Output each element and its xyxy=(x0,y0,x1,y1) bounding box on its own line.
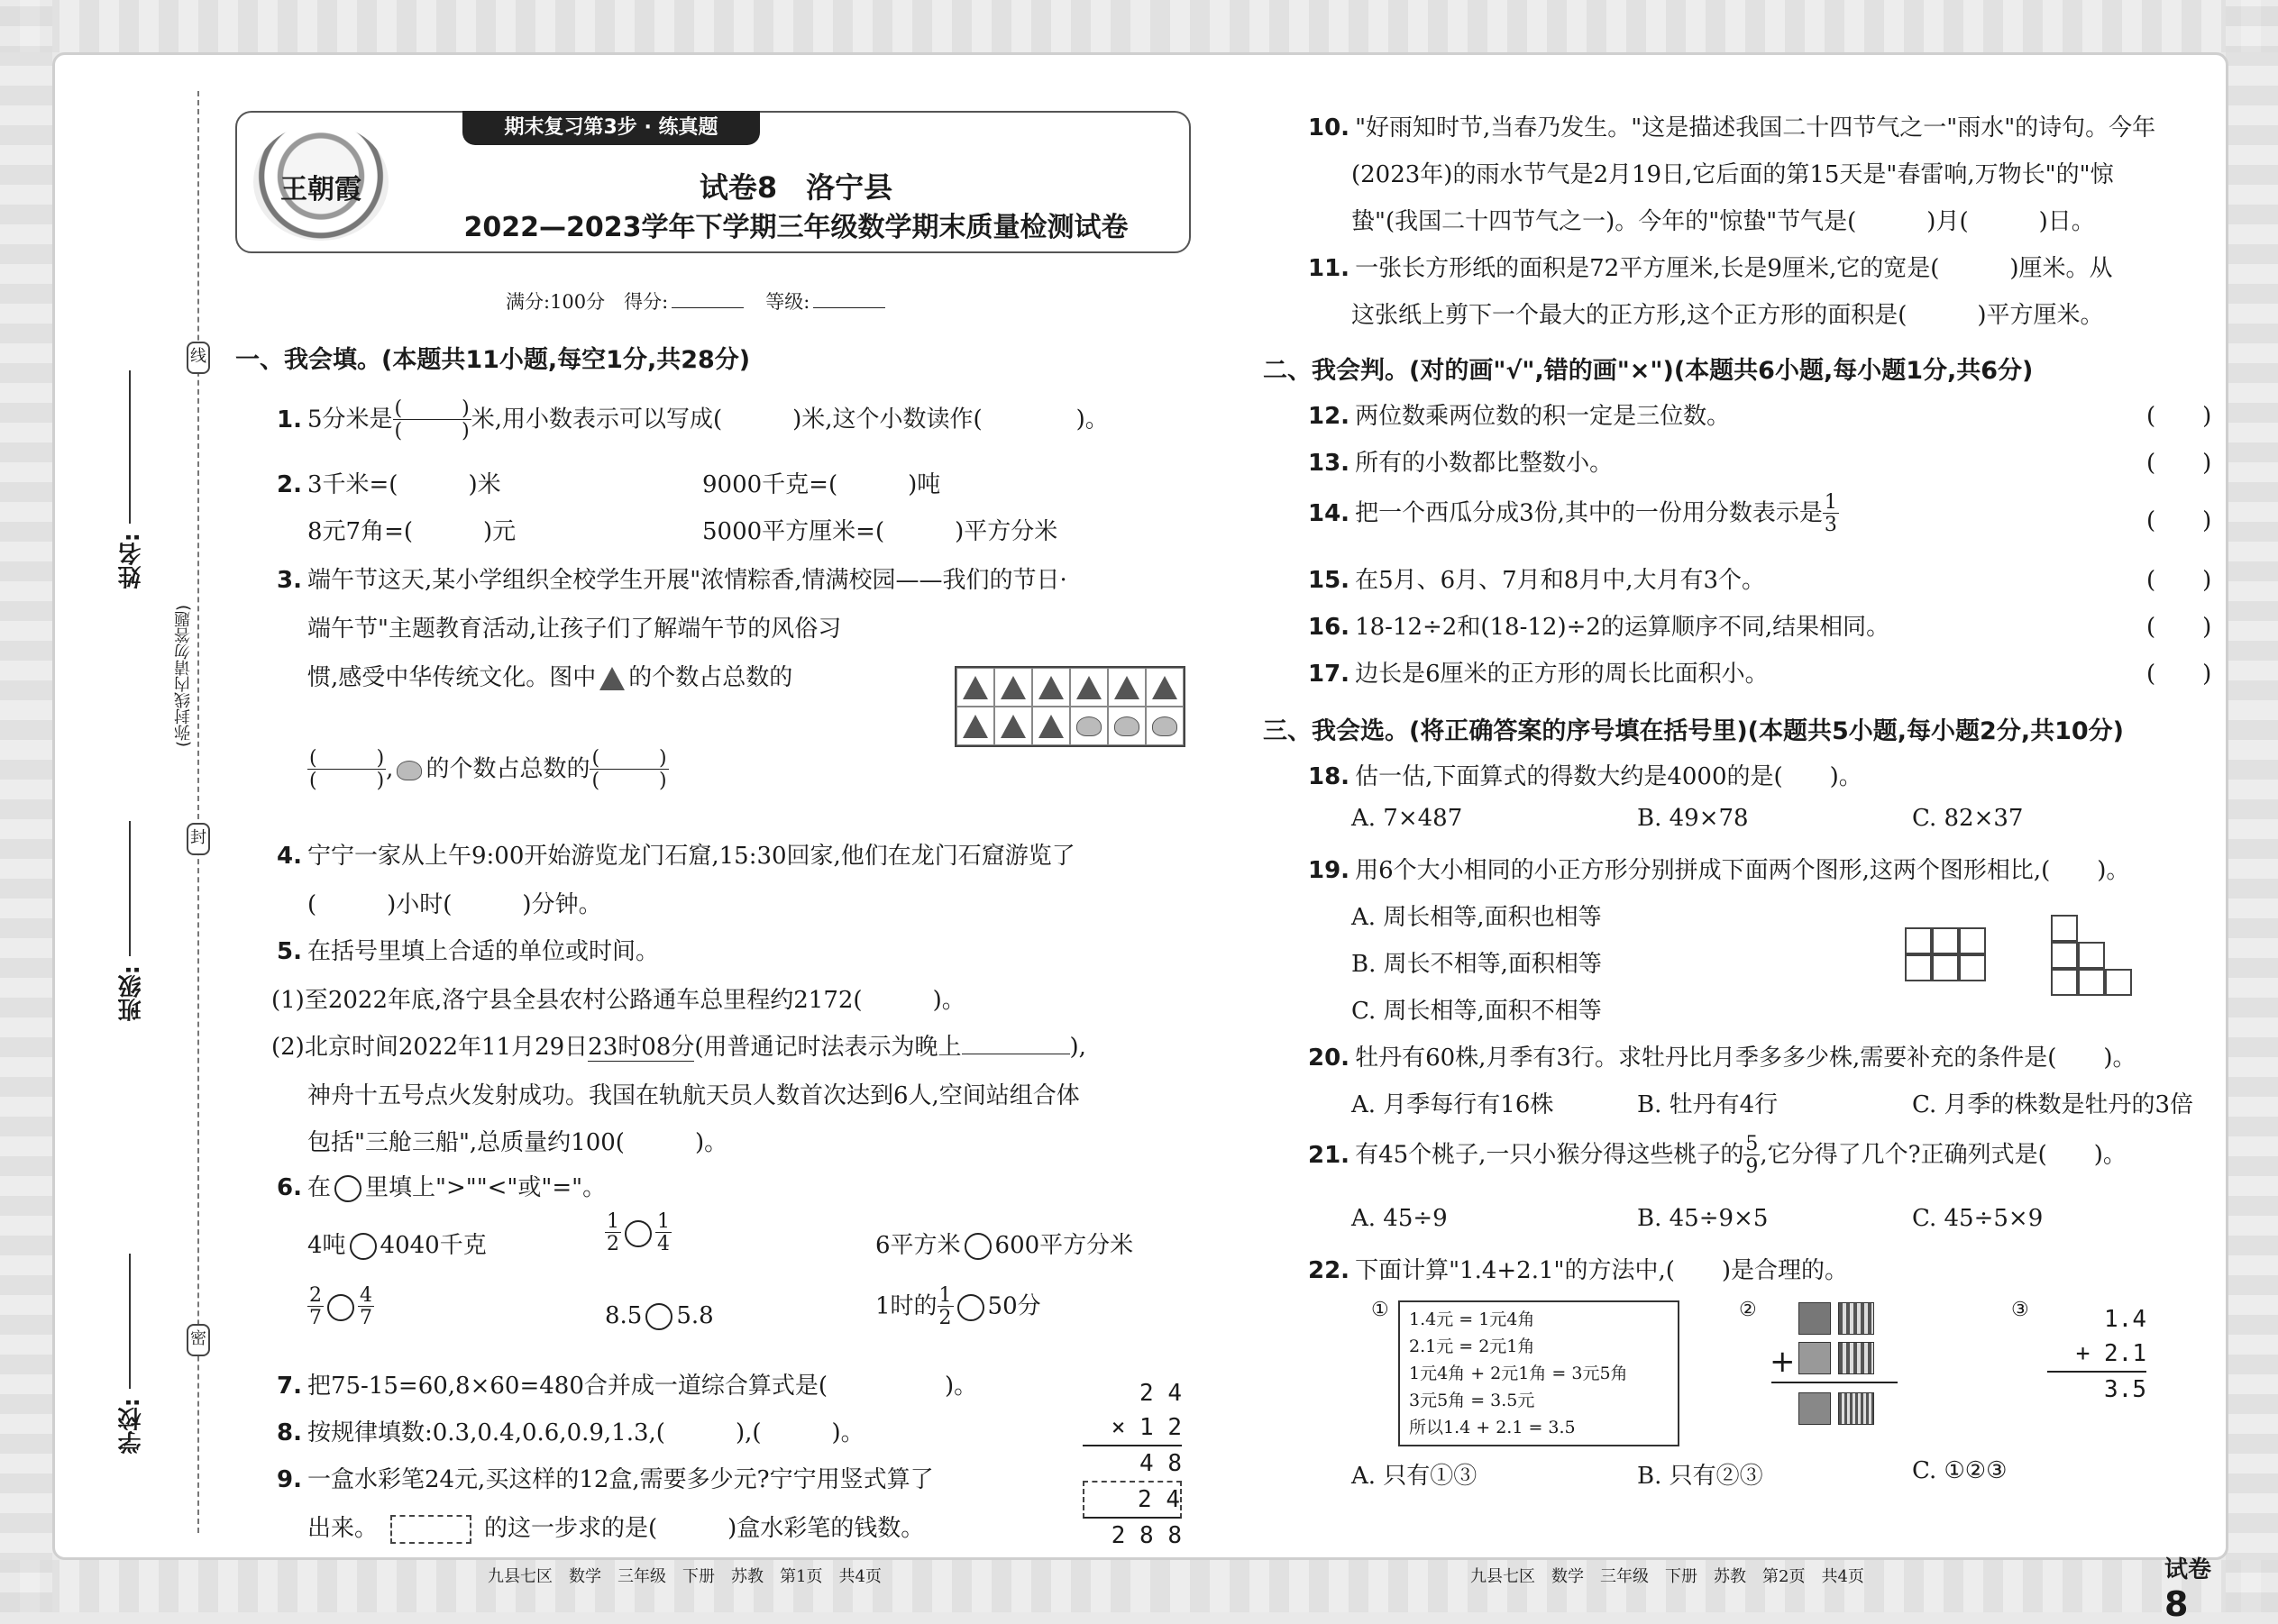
section-fill: 一、我会填。(本题共11小题,每空1分,共28分) xyxy=(235,346,751,374)
frac-den: 2 xyxy=(607,1233,619,1255)
q9-line2 xyxy=(307,1510,924,1544)
q20-option-c[interactable]: C. 月季的株数是牡丹的3倍 xyxy=(1912,1091,2194,1118)
q6-item-2 xyxy=(605,1212,672,1254)
q16-text: 18-12÷2和(18-12)÷2的运算顺序不同,结果相同。 xyxy=(1355,614,1890,641)
zongzi-cell xyxy=(994,668,1032,707)
q18-text: 估一估,下面算式的得数大约是4000的是( )。 xyxy=(1355,763,1862,790)
method-2-mark: ② xyxy=(1739,1299,1757,1321)
school-field[interactable] xyxy=(129,1254,131,1389)
q3-fraction-a[interactable] xyxy=(307,749,386,791)
exam-header xyxy=(235,111,1191,253)
q3-line4-text: 的个数占总数的 xyxy=(425,755,590,783)
place-value-blocks-icon: + xyxy=(1780,1302,1898,1437)
q9-num: 9. xyxy=(277,1466,302,1493)
q6-frac-2-7 xyxy=(307,1286,324,1328)
q6-frac-quarter xyxy=(655,1212,672,1254)
question-14 xyxy=(1308,493,1839,535)
method-1-line-5: 所以1.4 + 2.1 = 3.5 xyxy=(1409,1418,1576,1437)
exam-number-tag xyxy=(2164,1551,2226,1624)
seal-dashed-line xyxy=(197,91,199,1533)
rice-dumpling-icon xyxy=(397,761,422,780)
frac-num: 2 xyxy=(309,1284,322,1307)
q21-frac-5-9 xyxy=(1743,1135,1760,1177)
question-13 xyxy=(1308,444,1613,478)
shape-staircase xyxy=(2051,915,2132,996)
zongzi-cell xyxy=(956,668,994,707)
q11-line1: 一张长方形纸的面积是72平方厘米,长是9厘米,它的宽是( )厘米。从 xyxy=(1355,255,2113,282)
q6-num: 6. xyxy=(277,1174,302,1201)
q14-answer[interactable]: ( ) xyxy=(2146,507,2212,534)
unit-square xyxy=(1959,954,1986,981)
q17-num: 17. xyxy=(1308,661,1350,688)
q3-frac-a-den: ( ) xyxy=(309,770,385,792)
rice-dumpling-icon xyxy=(1114,716,1139,736)
compare-circle[interactable] xyxy=(645,1303,672,1330)
q6-frac-half xyxy=(605,1212,621,1254)
q3-fraction-b[interactable] xyxy=(590,749,668,791)
zongzi-icon xyxy=(1001,676,1026,699)
q14-frac-third xyxy=(1823,493,1839,535)
zongzi-cell xyxy=(1146,668,1184,707)
binding-strip xyxy=(109,91,217,1533)
question-10 xyxy=(1308,109,2155,142)
zongzi-icon xyxy=(1038,715,1064,738)
method-1-line-3: 1元4角 + 2元1角 = 3元5角 xyxy=(1409,1364,1628,1383)
q9-line1: 一盒水彩笔24元,买这样的12盒,需要多少元?宁宁用竖式算了 xyxy=(306,1466,934,1493)
zongzi-icon xyxy=(1076,676,1102,699)
q4-num: 4. xyxy=(277,843,302,870)
q2-part-d: 5000平方厘米=( )平方分米 xyxy=(702,518,1058,545)
exam-title: 试卷8 洛宁县 xyxy=(699,170,893,205)
seal-mark-secret: 密 xyxy=(187,1324,210,1356)
q6-frac-4-7 xyxy=(358,1286,374,1328)
name-field[interactable] xyxy=(129,370,131,524)
q1-text-b: 米,用小数表示可以写成( )米,这个小数读作( )。 xyxy=(471,406,1109,433)
frac-den: 7 xyxy=(360,1307,372,1329)
question-18 xyxy=(1308,758,1862,791)
unit-square xyxy=(1905,927,1932,954)
q12-num: 12. xyxy=(1308,403,1350,430)
q20-option-b[interactable]: B. 牡丹有4行 xyxy=(1637,1091,1779,1118)
empty-cell xyxy=(2105,942,2132,969)
question-17 xyxy=(1308,655,1769,689)
compare-circle[interactable] xyxy=(957,1294,984,1321)
q6-item-6 xyxy=(875,1286,1041,1328)
shape-rectangle-2x3 xyxy=(1905,927,1986,981)
compare-circle[interactable] xyxy=(965,1233,992,1260)
unit-square xyxy=(1932,954,1959,981)
level-blank[interactable] xyxy=(813,307,885,308)
q5-part-2-c: ), xyxy=(1069,1034,1086,1061)
seal-mark-line: 线 xyxy=(187,342,210,374)
question-16 xyxy=(1308,608,1889,642)
rice-dumpling-cell xyxy=(1146,707,1184,745)
q6-item-3-a: 6平方米 xyxy=(875,1232,961,1259)
compare-circle xyxy=(334,1175,361,1202)
question-12 xyxy=(1308,397,1730,431)
border-decoration-top xyxy=(0,0,2278,52)
seal-mark-seal: 封 xyxy=(187,823,210,855)
q13-answer[interactable]: ( ) xyxy=(2146,450,2212,477)
unit-square xyxy=(2078,969,2105,996)
review-step-tab: 期末复习第3步 · 练真题 xyxy=(462,111,760,145)
score-blank[interactable] xyxy=(672,307,744,308)
method-1-line-1: 1.4元 = 1元4角 xyxy=(1409,1309,1535,1329)
q21-option-b[interactable]: B. 45÷9×5 xyxy=(1637,1205,1769,1232)
rice-dumpling-icon xyxy=(1076,716,1102,736)
level-label: 等级: xyxy=(765,291,810,313)
question-11 xyxy=(1308,250,2113,283)
zongzi-icon xyxy=(1038,676,1064,699)
zongzi-cell xyxy=(1108,668,1146,707)
unit-square xyxy=(1932,927,1959,954)
unit-square xyxy=(1959,927,1986,954)
q6-item-4 xyxy=(307,1286,374,1328)
zongzi-cell xyxy=(1032,707,1070,745)
q21-num: 21. xyxy=(1308,1141,1350,1169)
q6-item-6-b: 50分 xyxy=(987,1292,1041,1320)
section-judge: 二、我会判。(对的画"√",错的画"×")(本题共6小题,每小题1分,共6分) xyxy=(1263,357,2034,385)
q16-answer[interactable]: ( ) xyxy=(2146,614,2212,641)
logo-text: 王朝霞 xyxy=(280,174,361,205)
q2-part-b: 9000千克=( )吨 xyxy=(702,471,941,498)
question-21 xyxy=(1308,1135,2127,1177)
q6-item-1-b: 4040千克 xyxy=(380,1232,487,1259)
q19-option-b[interactable]: B. 周长不相等,面积相等 xyxy=(1351,951,1602,978)
question-3 xyxy=(277,561,1067,595)
footer-right: 九县七区 数学 三年级 下册 苏教 第2页 共4页 xyxy=(1470,1567,1864,1586)
q6-frac-half-b xyxy=(938,1286,954,1328)
question-1 xyxy=(277,399,1109,442)
zongzi-cell xyxy=(1070,668,1108,707)
question-2 xyxy=(277,466,501,499)
compare-circle[interactable] xyxy=(625,1220,652,1247)
q9-line2-a: 出来。 xyxy=(307,1515,379,1542)
exam-sheet xyxy=(52,52,2228,1624)
method-1-mark: ① xyxy=(1371,1299,1389,1321)
q15-text: 在5月、6月、7月和8月中,大月有3个。 xyxy=(1355,567,1766,594)
question-20 xyxy=(1308,1039,2136,1072)
section-choose: 三、我会选。(将正确答案的序号填在括号里)(本题共5小题,每小题2分,共10分) xyxy=(1263,717,2125,745)
zongzi-cell xyxy=(994,707,1032,745)
method-3-row-2: + 2.1 xyxy=(2047,1337,2146,1373)
q4-line1: 宁宁一家从上午9:00开始游览龙门石窟,15:30回家,他们在龙门石窟游览了 xyxy=(306,843,1075,870)
calc-row-1: 2 4 xyxy=(1139,1380,1182,1407)
q5-part-2-b: (用普通记时法表示为晚上 xyxy=(694,1034,962,1061)
q3-frac-b-num: ( ) xyxy=(591,747,667,770)
q3-line3-text: 惯,感受中华传统文化。图中 xyxy=(307,664,597,691)
exam-subtitle: 2022—2023学年下学期三年级数学期末质量检测试卷 xyxy=(463,212,1129,243)
zongzi-picture xyxy=(955,666,1185,747)
q6-item-5-a: 8.5 xyxy=(605,1302,643,1329)
q20-text: 牡丹有60株,月季有3行。求牡丹比月季多多少株,需要补充的条件是( )。 xyxy=(1355,1045,2136,1072)
q8-num: 8. xyxy=(277,1419,302,1446)
q22-option-c[interactable]: C. ①②③ xyxy=(1912,1457,2008,1484)
q19-num: 19. xyxy=(1308,857,1350,884)
q5-text: 在括号里填上合适的单位或时间。 xyxy=(306,938,659,965)
q6-text-b: 里填上">""<"或"="。 xyxy=(364,1174,607,1201)
zongzi-icon xyxy=(1001,715,1026,738)
q2-part-a: 3千米=( )米 xyxy=(306,471,501,498)
q6-item-1 xyxy=(307,1227,487,1260)
unit-square xyxy=(2051,942,2078,969)
q22-option-a[interactable]: A. 只有①③ xyxy=(1351,1463,1477,1490)
zongzi-icon xyxy=(1152,676,1177,699)
q18-option-a[interactable]: A. 7×487 xyxy=(1351,805,1463,832)
q18-num: 18. xyxy=(1308,763,1350,790)
q13-text: 所有的小数都比整数小。 xyxy=(1355,450,1614,477)
frac-den: 3 xyxy=(1824,514,1837,536)
q20-option-a[interactable]: A. 月季每行有16株 xyxy=(1351,1091,1554,1118)
q1-fraction-blank[interactable] xyxy=(393,399,471,442)
border-decoration-left xyxy=(0,0,52,1612)
publisher-logo xyxy=(253,123,389,241)
question-9 xyxy=(277,1461,934,1494)
q10-line3: 蛰"(我国二十四节气之一)。今年的"惊蛰"节气是( )月( )日。 xyxy=(1351,208,2095,235)
q19-text: 用6个大小相同的小正方形分别拼成下面两个图形,这两个图形相比,( )。 xyxy=(1355,857,2130,884)
frac-den: 7 xyxy=(309,1307,322,1329)
unit-square xyxy=(2078,942,2105,969)
q3-num: 3. xyxy=(277,567,302,594)
q18-option-c[interactable]: C. 82×37 xyxy=(1912,805,2024,832)
frac-num: 5 xyxy=(1745,1133,1759,1155)
footer-left: 九县七区 数学 三年级 下册 苏教 第1页 共4页 xyxy=(488,1567,882,1586)
q5-part-1: (1)至2022年底,洛宁县全县农村公路通车总里程约2172( )。 xyxy=(271,987,965,1014)
method-1-box xyxy=(1398,1300,1679,1446)
calc-row-2: × 1 2 xyxy=(1083,1410,1182,1446)
q17-answer[interactable]: ( ) xyxy=(2146,661,2212,688)
q12-text: 两位数乘两位数的积一定是三位数。 xyxy=(1355,403,1731,430)
q6-item-3 xyxy=(875,1227,1133,1260)
zongzi-icon xyxy=(963,676,988,699)
frac-den: 9 xyxy=(1745,1155,1759,1178)
q18-option-b[interactable]: B. 49×78 xyxy=(1637,805,1749,832)
method-3-mark: ③ xyxy=(2011,1299,2029,1321)
rice-dumpling-cell xyxy=(1070,707,1108,745)
q1-frac-den: ( ) xyxy=(394,420,470,442)
q12-answer[interactable]: ( ) xyxy=(2146,403,2212,430)
rice-dumpling-icon xyxy=(1152,716,1177,736)
q15-num: 15. xyxy=(1308,567,1350,594)
method-1-line-2: 2.1元 = 2元1角 xyxy=(1409,1337,1535,1356)
q9-line2-b: 的这一步求的是( )盒水彩笔的钱数。 xyxy=(484,1515,925,1542)
calc-row-3: 4 8 xyxy=(1139,1450,1182,1477)
q3-frac-a-num: ( ) xyxy=(309,747,385,770)
seal-note: (弥封线内请勿答题) xyxy=(174,605,193,748)
q3-line3 xyxy=(307,659,792,692)
q20-num: 20. xyxy=(1308,1045,1350,1072)
frac-den: 2 xyxy=(938,1307,952,1329)
q6-item-5-b: 5.8 xyxy=(676,1302,714,1329)
name-label: 姓名: xyxy=(118,533,145,589)
frac-num: 1 xyxy=(1824,491,1837,514)
method-3-vertical xyxy=(2047,1302,2146,1407)
compare-circle[interactable] xyxy=(350,1233,377,1260)
question-8 xyxy=(277,1414,865,1447)
q8-text: 按规律填数:0.3,0.4,0.6,0.9,1.3,( ),( )。 xyxy=(306,1419,865,1446)
question-15 xyxy=(1308,561,1765,595)
unit-square xyxy=(2051,969,2078,996)
q3-line2: 端午节"主题教育活动,让孩子们了解端午节的风俗习 xyxy=(307,616,842,643)
q5-time-underlined: 23时08分 xyxy=(588,1034,695,1061)
q16-num: 16. xyxy=(1308,614,1350,641)
q21-text: 有45个桃子,一只小猴分得这些桃子的 xyxy=(1355,1141,1744,1169)
unit-square xyxy=(2105,969,2132,996)
question-22 xyxy=(1308,1252,1848,1285)
unit-square xyxy=(2051,915,2078,942)
q10-line1: "好雨知时节,当春乃发生。"这是描述我国二十四节气之一"雨水"的诗句。今年 xyxy=(1355,114,2156,141)
zongzi-cell xyxy=(1032,668,1070,707)
q3-frac-b-den: ( ) xyxy=(591,770,667,792)
method-3-row-3: 3.5 xyxy=(2104,1376,2146,1403)
q2-num: 2. xyxy=(277,471,302,498)
tag-number: 8 xyxy=(2164,1584,2189,1624)
school-label: 学校: xyxy=(118,1398,145,1455)
zongzi-cell xyxy=(956,707,994,745)
border-decoration-bottom xyxy=(0,1560,2278,1612)
question-5 xyxy=(277,933,659,966)
q3-line1: 端午节这天,某小学组织全校学生开展"浓情粽香,情满校园——我们的节日· xyxy=(306,567,1067,594)
vertical-calculation xyxy=(1083,1376,1182,1553)
score-label: 满分:100分 得分: xyxy=(506,291,669,313)
q1-num: 1. xyxy=(277,406,302,433)
q10-num: 10. xyxy=(1308,114,1350,141)
q13-num: 13. xyxy=(1308,450,1350,477)
class-field[interactable] xyxy=(129,821,131,956)
rice-dumpling-cell xyxy=(1108,707,1146,745)
zongzi-icon xyxy=(1114,676,1139,699)
q3-line4 xyxy=(307,749,669,791)
frac-num: 1 xyxy=(938,1284,952,1307)
q4-line2: ( )小时( )分钟。 xyxy=(307,891,602,918)
q6-text-a: 在 xyxy=(306,1174,331,1201)
score-line xyxy=(506,287,907,315)
question-7 xyxy=(277,1367,977,1400)
q11-line2: 这张纸上剪下一个最大的正方形,这个正方形的面积是( )平方厘米。 xyxy=(1351,302,2104,329)
q15-answer[interactable]: ( ) xyxy=(2146,567,2212,594)
q5-part-2-a: (2)北京时间2022年11月29日 xyxy=(271,1034,589,1061)
class-label: 班级: xyxy=(118,965,145,1022)
question-6 xyxy=(277,1169,606,1202)
q1-text-a: 5分米是 xyxy=(306,406,393,433)
q6-item-6-a: 1时的 xyxy=(875,1292,938,1320)
q22-text: 下面计算"1.4+2.1"的方法中,( )是合理的。 xyxy=(1355,1257,1849,1284)
q5-line4: 包括"三舱三船",总质量约100( )。 xyxy=(307,1129,728,1156)
q7-text: 把75-15=60,8×60=480合并成一道综合算式是( )。 xyxy=(306,1373,978,1400)
empty-cell xyxy=(2105,915,2132,942)
q5-line3: 神舟十五号点火发射成功。我国在轨航天员人数首次达到6人,空间站组合体 xyxy=(307,1082,1080,1109)
frac-den: 4 xyxy=(657,1233,670,1255)
q3-line3-tail: 的个数占总数的 xyxy=(628,664,793,691)
calc-row-4: 2 4 xyxy=(1083,1481,1182,1519)
empty-cell xyxy=(2078,915,2105,942)
unit-square xyxy=(1905,954,1932,981)
calc-row-5: 2 8 8 xyxy=(1111,1522,1182,1549)
border-decoration-right xyxy=(2226,0,2278,1612)
q21-text-b: ,它分得了几个?正确列式是( )。 xyxy=(1760,1141,2127,1169)
tag-label: 试卷 xyxy=(2164,1556,2212,1583)
q5-num: 5. xyxy=(277,938,302,965)
q3-comma: , xyxy=(386,755,394,783)
q1-frac-num: ( ) xyxy=(394,397,470,420)
q22-num: 22. xyxy=(1308,1257,1350,1284)
q6-item-5 xyxy=(605,1302,714,1330)
q7-num: 7. xyxy=(277,1373,302,1400)
question-4 xyxy=(277,837,1075,871)
q11-num: 11. xyxy=(1308,255,1350,282)
q22-option-b[interactable]: B. 只有②③ xyxy=(1637,1463,1763,1490)
q21-option-c[interactable]: C. 45÷5×9 xyxy=(1912,1205,2044,1232)
zongzi-icon xyxy=(599,667,625,690)
q10-line2: (2023年)的雨水节气是2月19日,它后面的第15天是"春雷响,万物长"的"惊 xyxy=(1351,161,2114,188)
q14-num: 14. xyxy=(1308,499,1350,527)
q2-part-c: 8元7角=( )元 xyxy=(307,518,517,545)
method-3-row-1: 1.4 xyxy=(2104,1306,2146,1333)
q5-part-2 xyxy=(271,1028,1086,1062)
frac-num: 4 xyxy=(360,1284,372,1307)
q21-option-a[interactable]: A. 45÷9 xyxy=(1351,1205,1448,1232)
q6-item-3-b: 600平方分米 xyxy=(994,1232,1134,1259)
compare-circle[interactable] xyxy=(327,1294,354,1321)
q19-option-c[interactable]: C. 周长相等,面积不相等 xyxy=(1351,998,1602,1025)
frac-num: 1 xyxy=(607,1210,619,1233)
question-19 xyxy=(1308,852,2129,885)
zongzi-icon xyxy=(963,715,988,738)
frac-num: 1 xyxy=(657,1210,670,1233)
dashed-box-icon xyxy=(390,1515,471,1544)
q6-item-1-a: 4吨 xyxy=(307,1232,346,1259)
q17-text: 边长是6厘米的正方形的周长比面积小。 xyxy=(1355,661,1769,688)
q19-option-a[interactable]: A. 周长相等,面积也相等 xyxy=(1351,904,1602,931)
method-1-line-4: 3元5角 = 3.5元 xyxy=(1409,1391,1535,1410)
q14-text: 把一个西瓜分成3份,其中的一份用分数表示是 xyxy=(1355,499,1823,527)
